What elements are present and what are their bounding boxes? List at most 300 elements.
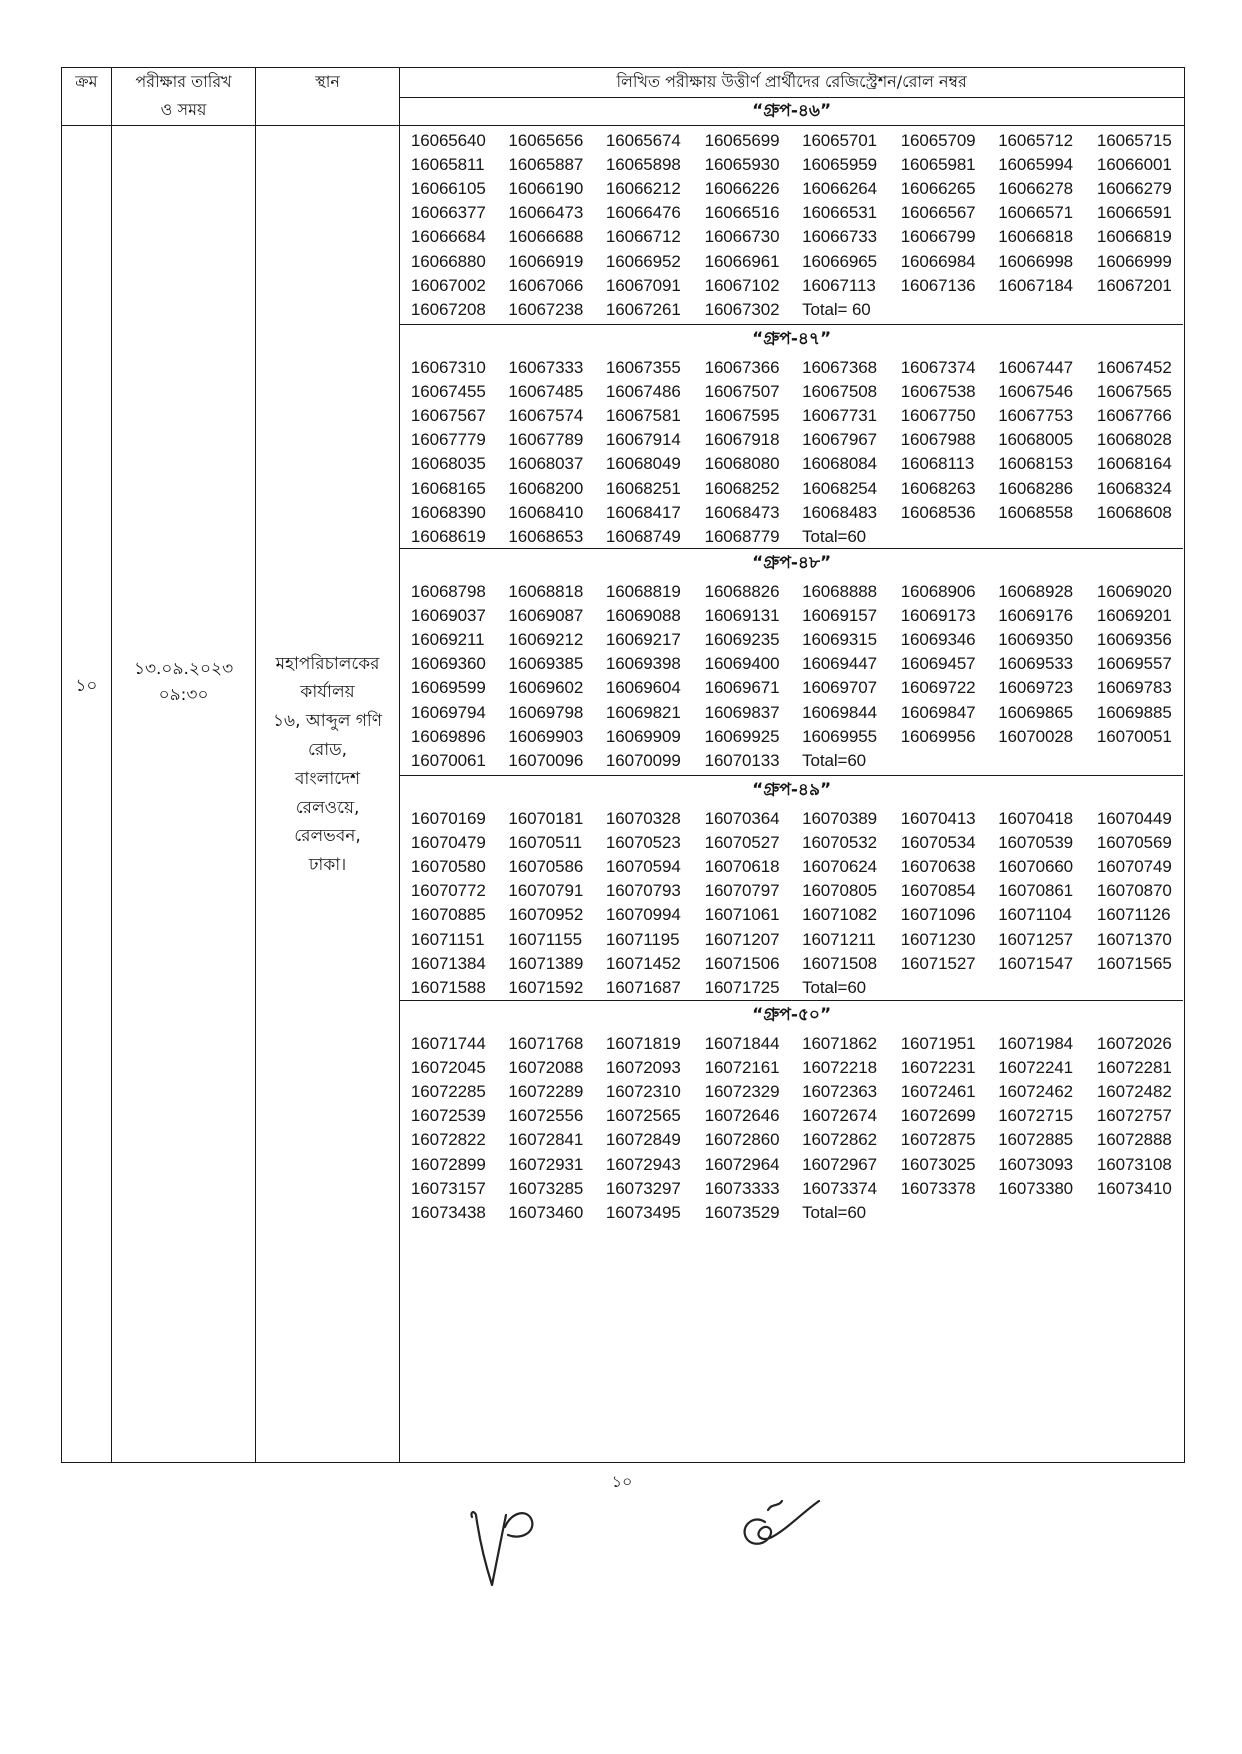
- roll-row: [400, 701, 1183, 725]
- roll-number: 16068749: [605, 527, 681, 546]
- roll-row: [400, 428, 1183, 452]
- roll-number: 16070511: [508, 832, 582, 852]
- roll-number: 16072539: [410, 1106, 486, 1126]
- roll-number: 16070096: [508, 751, 584, 770]
- roll-number: 16069909: [605, 726, 681, 746]
- roll-number: 16067455: [410, 381, 486, 401]
- roll-row: [400, 274, 1183, 298]
- roll-number: 16069176: [998, 605, 1074, 625]
- roll-number: 16070586: [508, 857, 584, 877]
- roll-number: 16068798: [410, 581, 486, 601]
- roll-number: 16069794: [410, 702, 486, 722]
- roll-number: 16072875: [900, 1130, 976, 1150]
- roll-number: 16067002: [410, 275, 486, 295]
- roll-number: 16068473: [704, 502, 780, 522]
- roll-number: 16068165: [410, 478, 486, 498]
- roll-number: 16066819: [1096, 227, 1172, 247]
- roll-number: 16071506: [704, 953, 780, 973]
- roll-number: 16067184: [998, 275, 1074, 295]
- header-venue: স্থান: [315, 72, 340, 91]
- roll-number: 16066684: [410, 227, 486, 247]
- roll-number: 16068324: [1096, 478, 1172, 498]
- roll-number: 16068483: [802, 502, 877, 522]
- roll-number: 16071389: [508, 953, 584, 973]
- roll-row: [400, 1032, 1183, 1056]
- roll-number: 16070328: [605, 808, 681, 828]
- roll-number: 16071547: [998, 953, 1074, 973]
- roll-number: 16069400: [704, 654, 780, 674]
- roll-number: 16067201: [1096, 275, 1172, 295]
- header-bottom-rule: [62, 125, 1184, 127]
- roll-number: 16069356: [1096, 630, 1172, 650]
- group-block: [400, 1000, 1183, 1226]
- roll-number: 16071370: [1096, 929, 1172, 949]
- venue-line: কার্যালয়: [300, 682, 355, 703]
- column-divider: [111, 68, 113, 1462]
- roll-number: 16073378: [900, 1178, 976, 1198]
- roll-number: 16070791: [508, 881, 584, 901]
- roll-number: 16069360: [410, 654, 486, 674]
- roll-number: 16068113: [900, 454, 975, 474]
- roll-number: 16068035: [410, 454, 486, 474]
- roll-number: 16068888: [802, 581, 877, 601]
- roll-row: [400, 855, 1183, 879]
- roll-number: 16067366: [704, 357, 780, 377]
- roll-number: 16065709: [900, 130, 976, 150]
- roll-number: 16065930: [704, 154, 780, 174]
- roll-number: 16070793: [605, 881, 681, 901]
- roll-number: 16067486: [605, 381, 681, 401]
- roll-number: 16070539: [998, 832, 1074, 852]
- roll-number: 16067208: [410, 299, 486, 319]
- roll-number: 16070413: [900, 808, 976, 828]
- roll-number: 16071862: [802, 1033, 877, 1053]
- roll-number: 16066984: [900, 251, 976, 271]
- roll-number: 16070169: [410, 808, 486, 828]
- header-serial: ক্রম: [75, 72, 98, 91]
- group-title: “গ্রুপ-৫০”: [752, 1005, 832, 1026]
- roll-number: 16069955: [802, 726, 877, 746]
- roll-row: [400, 1153, 1183, 1177]
- roll-number: 16070580: [410, 857, 486, 877]
- roll-number: 16067238: [508, 299, 584, 319]
- group-block: [400, 548, 1183, 774]
- roll-number: 16072757: [1096, 1106, 1172, 1126]
- roll-number: 16072482: [1096, 1082, 1172, 1102]
- roll-number: 16066105: [410, 179, 486, 199]
- roll-row: [400, 807, 1183, 831]
- roll-number: 16065656: [508, 130, 584, 150]
- roll-number: 16072860: [704, 1130, 780, 1150]
- roll-number: 16070418: [998, 808, 1074, 828]
- roll-number: 16072931: [508, 1154, 584, 1174]
- roll-row: [400, 1104, 1183, 1128]
- roll-number: 16068037: [508, 454, 584, 474]
- roll-row: [400, 177, 1183, 201]
- roll-number: 16071819: [605, 1033, 681, 1053]
- roll-number: 16069847: [900, 702, 976, 722]
- roll-number: 16073495: [605, 1203, 681, 1222]
- roll-number: 16067538: [900, 381, 976, 401]
- roll-number: 16069821: [605, 702, 681, 722]
- venue-line: ১৬, আব্দুল গণি: [273, 711, 383, 732]
- roll-number: 16065959: [802, 154, 877, 174]
- roll-number: 16073093: [998, 1154, 1074, 1174]
- roll-number: 16068390: [410, 502, 486, 522]
- roll-number: 16067447: [998, 357, 1074, 377]
- roll-row: [400, 525, 1183, 549]
- roll-number: 16069235: [704, 630, 780, 650]
- roll-row: [400, 903, 1183, 927]
- roll-row: [400, 1056, 1183, 1080]
- roll-number: 16065994: [998, 154, 1074, 174]
- group-total: Total=60: [802, 1203, 867, 1222]
- roll-number: 16072045: [410, 1057, 486, 1077]
- roll-row: [400, 298, 1183, 322]
- signature-left: [460, 1495, 550, 1595]
- roll-number: 16068906: [900, 581, 976, 601]
- roll-number: 16066961: [704, 251, 780, 271]
- roll-number: 16069837: [704, 702, 780, 722]
- roll-number: 16072088: [508, 1057, 584, 1077]
- roll-number: 16066571: [998, 203, 1074, 223]
- roll-number: 16068410: [508, 502, 584, 522]
- roll-number: 16069217: [605, 630, 681, 650]
- roll-number: 16068286: [998, 478, 1074, 498]
- roll-number: 16070854: [900, 881, 976, 901]
- roll-number: 16067102: [704, 275, 780, 295]
- roll-number: 16068251: [605, 478, 681, 498]
- roll-number: 16070532: [802, 832, 877, 852]
- roll-number: 16070870: [1096, 881, 1172, 901]
- venue-line: রেলওয়ে,: [295, 797, 360, 818]
- roll-number: 16067452: [1096, 357, 1172, 377]
- roll-row: [400, 250, 1183, 274]
- signature-right: [735, 1490, 830, 1560]
- roll-number: 16066965: [802, 251, 877, 271]
- roll-number: 16067066: [508, 275, 584, 295]
- roll-number: 16071984: [998, 1033, 1074, 1053]
- roll-number: 16071230: [900, 929, 976, 949]
- roll-number: 16073333: [704, 1178, 780, 1198]
- exam-time: ০৯:৩০: [158, 685, 209, 705]
- roll-number: 16069447: [802, 654, 877, 674]
- roll-number: 16073108: [1096, 1154, 1172, 1174]
- venue-address: [256, 650, 399, 880]
- roll-number: 16067595: [704, 406, 780, 426]
- roll-number: 16068200: [508, 478, 584, 498]
- roll-number: 16066730: [704, 227, 780, 247]
- roll-number: 16070594: [605, 857, 681, 877]
- roll-number: 16067914: [605, 430, 681, 450]
- roll-number: 16066799: [900, 227, 976, 247]
- venue-line: ঢাকা।: [308, 855, 347, 876]
- group-title: “গ্রুপ-৪৯”: [752, 780, 832, 801]
- roll-number: 16070569: [1096, 832, 1172, 852]
- roll-number: 16070181: [508, 808, 584, 828]
- roll-number: 16071096: [900, 905, 976, 925]
- roll-number: 16068608: [1096, 502, 1172, 522]
- roll-number: 16071207: [704, 929, 780, 949]
- roll-number: 16066226: [704, 179, 780, 199]
- roll-number: 16065699: [704, 130, 780, 150]
- roll-number: 16070534: [900, 832, 976, 852]
- roll-number: 16071384: [410, 953, 486, 973]
- roll-number: 16068252: [704, 478, 780, 498]
- roll-number: 16072964: [704, 1154, 780, 1174]
- roll-number: 16072849: [605, 1130, 681, 1150]
- roll-number: 16068153: [998, 454, 1074, 474]
- roll-number: 16067565: [1096, 381, 1172, 401]
- roll-number: 16069557: [1096, 654, 1172, 674]
- roll-number: 16072841: [508, 1130, 584, 1150]
- roll-number: 16069844: [802, 702, 877, 722]
- roll-number: 16065640: [410, 130, 486, 150]
- roll-number: 16071744: [410, 1033, 486, 1053]
- roll-number: 16067368: [802, 357, 877, 377]
- roll-number: 16069533: [998, 654, 1074, 674]
- roll-number: 16068619: [410, 527, 486, 546]
- roll-number: 16071126: [1096, 905, 1171, 925]
- group-block: [400, 324, 1183, 550]
- roll-number: 16070364: [704, 808, 780, 828]
- roll-number: 16069346: [900, 630, 976, 650]
- roll-number: 16068005: [998, 430, 1074, 450]
- roll-number: 16073297: [605, 1178, 681, 1198]
- page-number: ১০: [611, 1472, 633, 1491]
- roll-number: 16071211: [802, 929, 876, 949]
- roll-number: 16071687: [605, 978, 681, 997]
- roll-row: [400, 628, 1183, 652]
- roll-row: [400, 404, 1183, 428]
- roll-number: 16070028: [998, 726, 1074, 746]
- roll-number: 16066264: [802, 179, 877, 199]
- roll-number: 16066473: [508, 203, 584, 223]
- roll-row: [400, 201, 1183, 225]
- roll-number: 16072363: [802, 1082, 877, 1102]
- roll-row: [400, 580, 1183, 604]
- roll-number: 16067546: [998, 381, 1074, 401]
- roll-number: 16071151: [410, 929, 485, 949]
- roll-number: 16071104: [998, 905, 1072, 925]
- roll-number: 16069865: [998, 702, 1074, 722]
- roll-number: 16066190: [508, 179, 584, 199]
- roll-number: 16068536: [900, 502, 976, 522]
- roll-number: 16067731: [802, 406, 877, 426]
- roll-number: 16068049: [605, 454, 681, 474]
- roll-number: 16067355: [605, 357, 681, 377]
- roll-number: 16069671: [704, 678, 780, 698]
- roll-row: [400, 356, 1183, 380]
- exam-date: ১৩.০৯.২০২৩: [133, 659, 234, 679]
- roll-number: 16068819: [605, 581, 681, 601]
- roll-row: [400, 1177, 1183, 1201]
- roll-number: 16069211: [410, 630, 485, 650]
- roll-number: 16065701: [802, 130, 877, 150]
- roll-number: 16071768: [508, 1033, 584, 1053]
- roll-row: [400, 501, 1183, 525]
- roll-number: 16072943: [605, 1154, 681, 1174]
- roll-number: 16069885: [1096, 702, 1172, 722]
- roll-number: 16071527: [900, 953, 976, 973]
- roll-number: 16073380: [998, 1178, 1074, 1198]
- roll-number: 16070618: [704, 857, 780, 877]
- roll-number: 16073410: [1096, 1178, 1172, 1198]
- roll-number: 16070638: [900, 857, 976, 877]
- roll-number: 16072093: [605, 1057, 681, 1077]
- roll-number: 16069783: [1096, 678, 1172, 698]
- roll-number: 16073157: [410, 1178, 486, 1198]
- group-block: [400, 129, 1183, 355]
- roll-number: 16072231: [900, 1057, 976, 1077]
- roll-number: 16071155: [508, 929, 582, 949]
- roll-number: 16073460: [508, 1203, 584, 1222]
- roll-number: 16072461: [900, 1082, 976, 1102]
- roll-number: 16070449: [1096, 808, 1172, 828]
- roll-row: [400, 129, 1183, 153]
- roll-number: 16070389: [802, 808, 877, 828]
- roll-number: 16068558: [998, 502, 1074, 522]
- roll-number: 16073374: [802, 1178, 877, 1198]
- roll-row: [400, 604, 1183, 628]
- roll-number: 16067753: [998, 406, 1074, 426]
- roll-number: 16072899: [410, 1154, 486, 1174]
- roll-row: [400, 652, 1183, 676]
- roll-number: 16069956: [900, 726, 976, 746]
- roll-number: 16068417: [605, 502, 681, 522]
- roll-number: 16070527: [704, 832, 780, 852]
- roll-row: [400, 928, 1183, 952]
- roll-number: 16067485: [508, 381, 584, 401]
- roll-number: 16073529: [704, 1203, 780, 1222]
- roll-row: [400, 225, 1183, 249]
- roll-number: 16070660: [998, 857, 1074, 877]
- roll-number: 16067750: [900, 406, 976, 426]
- roll-number: 16072289: [508, 1082, 584, 1102]
- roll-number: 16066733: [802, 227, 877, 247]
- serial-number: ১০: [75, 676, 98, 696]
- roll-number: 16067261: [605, 299, 681, 319]
- venue-line: রোড,: [307, 740, 348, 761]
- roll-number: 16067967: [802, 430, 877, 450]
- roll-number: 16069602: [508, 678, 584, 698]
- roll-number: 16069087: [508, 605, 584, 625]
- roll-number: 16070479: [410, 832, 486, 852]
- roll-number: 16070749: [1096, 857, 1172, 877]
- roll-number: 16072699: [900, 1106, 976, 1126]
- roll-number: 16067302: [704, 299, 780, 319]
- roll-number: 16072329: [704, 1082, 780, 1102]
- roll-number: 16071588: [410, 978, 486, 997]
- roll-number: 16069173: [900, 605, 976, 625]
- roll-number: 16069398: [605, 654, 681, 674]
- roll-row: [400, 831, 1183, 855]
- group-title: “গ্রুপ-৪৬”: [752, 101, 832, 122]
- roll-number: 16069896: [410, 726, 486, 746]
- roll-number: 16067789: [508, 430, 584, 450]
- roll-number: 16066001: [1096, 154, 1172, 174]
- venue-line: মহাপরিচালকের: [275, 653, 380, 674]
- roll-number: 16071061: [704, 905, 780, 925]
- header-roll-numbers: লিখিত পরীক্ষায় উত্তীর্ণ প্রার্থীদের রেজিস্ট্রেশন/রোল নম্বর: [616, 72, 967, 91]
- header-date-time: পরীক্ষার তারিখ: [135, 72, 232, 91]
- roll-number: 16068164: [1096, 454, 1172, 474]
- roll-row: [400, 153, 1183, 177]
- roll-number: 16066818: [998, 227, 1074, 247]
- roll-number: 16072822: [410, 1130, 486, 1150]
- roll-row: [400, 380, 1183, 404]
- roll-number: 16069157: [802, 605, 877, 625]
- roll-number: 16070885: [410, 905, 486, 925]
- roll-number: 16066919: [508, 251, 584, 271]
- roll-number: 16072241: [998, 1057, 1074, 1077]
- roll-number: 16069088: [605, 605, 681, 625]
- roll-number: 16069037: [410, 605, 486, 625]
- roll-number: 16066212: [605, 179, 681, 199]
- roll-number: 16072218: [802, 1057, 877, 1077]
- roll-number: 16065715: [1096, 130, 1172, 150]
- roll-number: 16072281: [1096, 1057, 1172, 1077]
- roll-number: 16071195: [605, 929, 680, 949]
- roll-number: 16067766: [1096, 406, 1172, 426]
- roll-number: 16072967: [802, 1154, 877, 1174]
- roll-number: 16065811: [410, 154, 485, 174]
- roll-number: 16067574: [508, 406, 584, 426]
- roll-number: 16070133: [704, 751, 780, 770]
- roll-number: 16070099: [605, 751, 681, 770]
- roll-number: 16070861: [998, 881, 1074, 901]
- roll-number: 16068653: [508, 527, 584, 546]
- roll-number: 16066952: [605, 251, 681, 271]
- roll-number: 16072285: [410, 1082, 486, 1102]
- roll-row: [400, 749, 1183, 773]
- roll-number: 16072888: [1096, 1130, 1172, 1150]
- roll-number: 16069457: [900, 654, 976, 674]
- roll-number: 16073438: [410, 1203, 486, 1222]
- group-title: “গ্রুপ-৪৭”: [752, 329, 832, 350]
- group-block: [400, 775, 1183, 1001]
- roll-number: 16071725: [704, 978, 780, 997]
- roll-number: 16067779: [410, 430, 486, 450]
- roll-number: 16071844: [704, 1033, 780, 1053]
- roll-number: 16067113: [802, 275, 876, 295]
- roll-number: 16066880: [410, 251, 486, 271]
- results-table: [61, 67, 1185, 1463]
- roll-number: 16068084: [802, 454, 877, 474]
- roll-number: 16067507: [704, 381, 780, 401]
- roll-number: 16067136: [900, 275, 976, 295]
- roll-number: 16067918: [704, 430, 780, 450]
- roll-row: [400, 1128, 1183, 1152]
- roll-number: 16065674: [605, 130, 681, 150]
- venue-line: রেলভবন,: [294, 826, 361, 847]
- roll-number: 16072565: [605, 1106, 681, 1126]
- roll-number: 16068263: [900, 478, 976, 498]
- roll-number: 16067988: [900, 430, 976, 450]
- roll-number: 16068779: [704, 527, 780, 546]
- roll-number: 16070797: [704, 881, 780, 901]
- roll-number: 16065887: [508, 154, 584, 174]
- roll-number: 16067333: [508, 357, 584, 377]
- roll-number: 16069925: [704, 726, 780, 746]
- header-date-time-line2: ও সময়: [160, 100, 207, 119]
- roll-row: [400, 879, 1183, 903]
- roll-number: 16068826: [704, 581, 780, 601]
- roll-number: 16067091: [605, 275, 681, 295]
- roll-number: 16066712: [605, 227, 681, 247]
- roll-number: 16065898: [605, 154, 681, 174]
- group-total: Total=60: [802, 978, 867, 997]
